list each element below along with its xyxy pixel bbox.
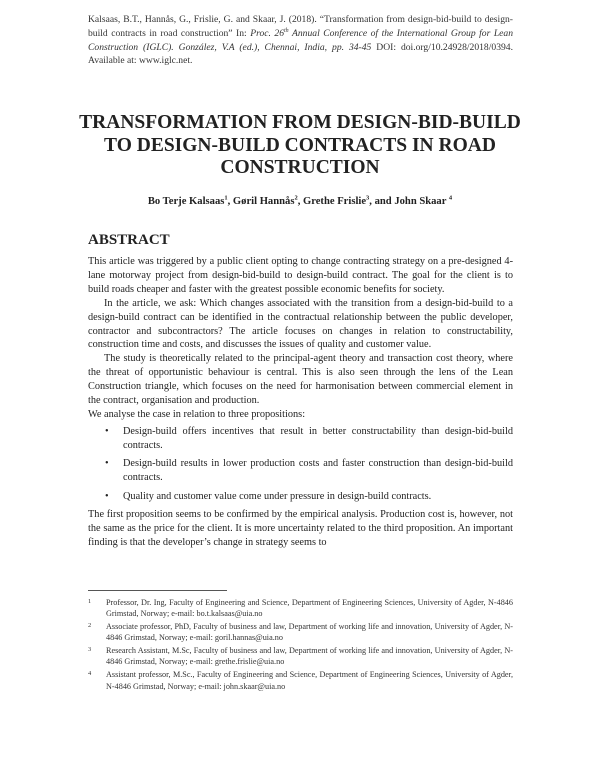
author-list (70, 196, 530, 207)
proposition-list (88, 425, 513, 504)
paper-title: TRANSFORMATION FROM DESIGN-BID-BUILD TO DESIGN-BUILD CONTRACTS IN ROAD CONSTRUCTION (79, 112, 521, 178)
abstract-body (88, 255, 513, 550)
author: Grethe Frislie$^3$, and (302, 194, 395, 207)
author: John Skaar $^4$ (394, 194, 453, 207)
footnote: 4 Assistant professor, M.Sc., Faculty of Engineering and Science, Department of Engineering Sciences, University of Agder, N-4846 Grimstad, Norway; e-mail: john.skaar@uia.no (88, 670, 513, 691)
abstract-heading: ABSTRACT (88, 232, 170, 248)
proposition-item: • Quality and customer value come under pressure in design-build contracts. (105, 490, 432, 502)
abstract-paragraph: The first proposition seems to be confirmed by the empirical analysis. Production cost is, however, not the same as the price for the client. It is more uncertainty related to the third proposition. An important finding is that the developer’s change in strategy seems to (88, 508, 513, 548)
abstract-paragraph: This article was triggered by a public client opting to change contracting strategy on a pre-designed 4-lane motorway project from design-bid-build to design-build contract. The goal for the client is to build roads cheaper and faster with the greatest possible economic benefits for society. (88, 256, 513, 295)
bullet-icon: • (105, 490, 109, 502)
author: Bo Terje Kalsaas$^1$, (147, 194, 233, 207)
bullet-icon: • (105, 425, 109, 437)
footnote: 3 Research Assistant, M.Sc, Faculty of business and law, Department of working life and innovation, University of Agder, N-4846 Grimstad, Norway; e-mail: grethe.frislie@uia.no (88, 646, 513, 667)
footnote: 2 Associate professor, PhD, Faculty of business and law, Department of working life and innovation, University of Agder, N-4846 Grimstad, Norway; e-mail: goril.hannas@uia.no (88, 622, 513, 643)
footnotes (88, 597, 513, 693)
citation-doi: DOI: doi.org/10.24928/2018/0394. Available at: www.iglc.net. (88, 41, 513, 67)
bullet-icon: • (105, 458, 109, 470)
footnote-divider (88, 590, 227, 591)
citation-proceedings: Proc. 26th Annual Conference of the International Group for Lean Construction (IGLC). González, V.A (ed.), Chennai, India, pp. 34-45 (88, 27, 514, 53)
proposition-item: • Design-build results in lower production costs and faster construction than design-bid-build contracts. (105, 458, 513, 484)
citation-header (88, 13, 513, 68)
proposition-item: • Design-build offers incentives that result in better constructability than design-bid-build contracts. (105, 425, 513, 451)
footnote: 1 Professor, Dr. Ing, Faculty of Engineering and Science, Department of Engineering Sciences, University of Agder, N-4846 Grimstad, Norway; e-mail: bo.t.kalsaas@uia.no (88, 598, 513, 619)
abstract-paragraph: The study is theoretically related to the principal-agent theory and transaction cost theory, where the threat of opportunistic behaviour is central. This is also seen through the lens of the Lean Construction triangle, which focuses on the need for harmonisation between commercial element in the contract, organisation and production. (88, 353, 513, 407)
abstract-paragraph: In the article, we ask: Which changes associated with the transition from a design-bid-build to a design-build contract can be identified in the contractual relationship between the public developer, contractor and subcontractors? The article focuses on changes in relation to constructability, construction time and costs, and discusses the issues of quality and customer value. (88, 297, 513, 351)
citation-text-start: Kalsaas, B.T., Hannås, G., Frislie, G. and Skaar, J. (2018). “Transformation from design-bid-build to design-build contracts in road construction” In: (88, 14, 513, 39)
abstract-paragraph: We analyse the case in relation to three propositions: (88, 408, 306, 420)
author: Gøril Hannås$^2$, (232, 194, 303, 207)
